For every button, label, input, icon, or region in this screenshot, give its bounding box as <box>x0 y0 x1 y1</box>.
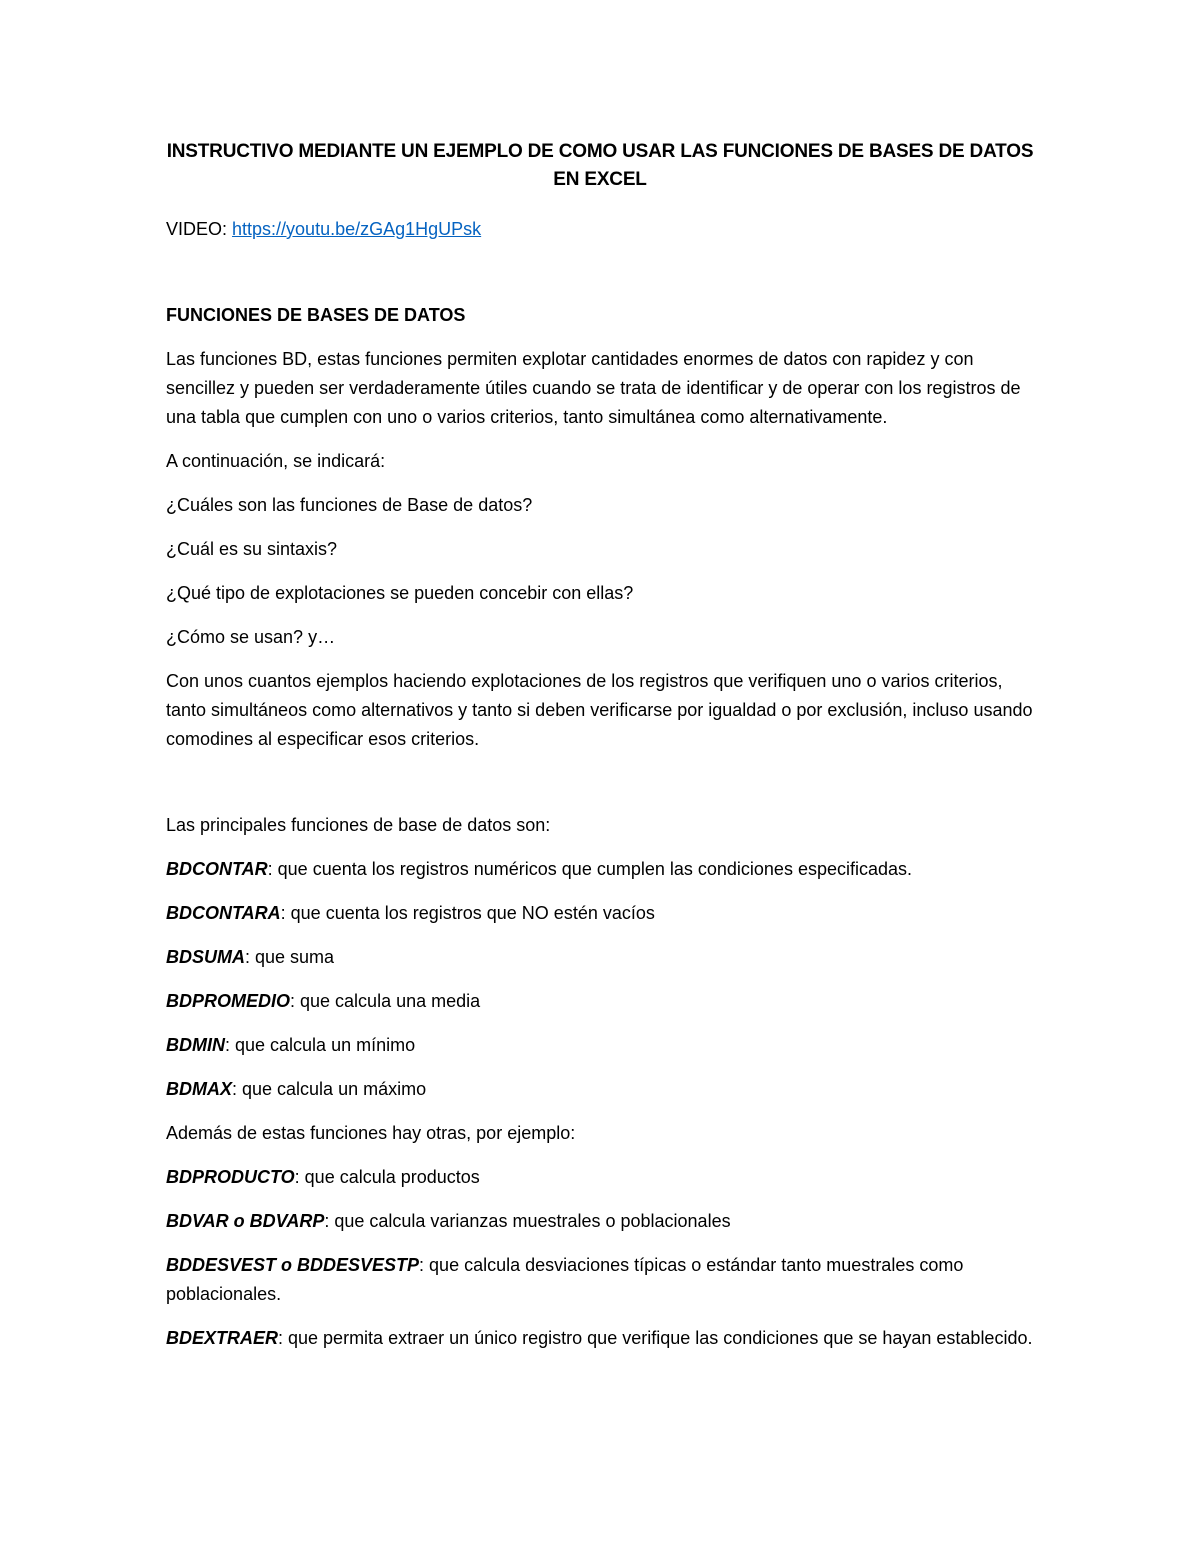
function-description: : que calcula desviaciones típicas o estándar tanto muestrales como poblacionales. <box>166 1255 964 1304</box>
document-title: INSTRUCTIVO MEDIANTE UN EJEMPLO DE COMO USAR LAS FUNCIONES DE BASES DE DATOS EN EXCEL <box>166 141 1034 190</box>
function-item <box>166 1075 1034 1104</box>
function-name: BDPROMEDIO <box>166 991 291 1011</box>
function-name: BDPRODUCTO <box>166 1167 295 1187</box>
function-description: : que cuenta los registros numéricos que cumplen las condiciones especificadas. <box>267 859 913 879</box>
function-item <box>166 1207 1034 1236</box>
function-name: BDCONTARA <box>166 903 281 923</box>
main-functions-intro: Las principales funciones de base de datos son: <box>166 815 551 835</box>
intro-paragraph: Las funciones BD, estas funciones permiten explotar cantidades enormes de datos con rapidez y con sencillez y pueden ser verdaderamente útiles cuando se trata de identificar y de operar con los registros de una tabla que cumplen con uno o varios criterios, tanto simultánea como alternativamente. <box>166 349 1021 427</box>
question-item: ¿Cómo se usan? y… <box>166 627 336 647</box>
function-name: BDMAX <box>166 1079 232 1099</box>
function-item <box>166 987 1034 1016</box>
examples-paragraph: Con unos cuantos ejemplos haciendo explotaciones de los registros que verifiquen uno o varios criterios, tanto simultáneos como alternativos y tanto si deben verificarse por igualdad o por exclusión, incluso usando comodines al especificar esos criterios. <box>166 671 1033 749</box>
function-item <box>166 1251 1034 1309</box>
video-line <box>166 215 1034 244</box>
function-name: BDCONTAR <box>166 859 268 879</box>
question-item: ¿Cuál es su sintaxis? <box>166 539 338 559</box>
video-label: VIDEO: <box>166 219 233 239</box>
other-functions-intro: Además de estas funciones hay otras, por ejemplo: <box>166 1123 576 1143</box>
function-name: BDSUMA <box>166 947 245 967</box>
function-item <box>166 855 1034 884</box>
function-description: : que cuenta los registros que NO estén vacíos <box>280 903 655 923</box>
question-item: ¿Qué tipo de explotaciones se pueden concebir con ellas? <box>166 583 634 603</box>
function-item <box>166 1324 1034 1353</box>
function-item <box>166 899 1034 928</box>
question-item: ¿Cuáles son las funciones de Base de datos? <box>166 495 533 515</box>
video-link[interactable]: https://youtu.be/zGAg1HgUPsk <box>232 219 482 239</box>
section-title: FUNCIONES DE BASES DE DATOS <box>166 305 466 325</box>
function-item <box>166 943 1034 972</box>
function-description: : que calcula una media <box>290 991 481 1011</box>
function-description: : que permita extraer un único registro que verifique las condiciones que se hayan establecido. <box>278 1328 1033 1348</box>
function-name: BDVAR o BDVARP <box>166 1211 325 1231</box>
function-description: : que calcula varianzas muestrales o poblacionales <box>324 1211 731 1231</box>
function-description: : que calcula un máximo <box>232 1079 427 1099</box>
function-name: BDDESVEST o BDDESVESTP <box>166 1255 420 1275</box>
function-name: BDMIN <box>166 1035 225 1055</box>
function-description: : que calcula un mínimo <box>225 1035 416 1055</box>
function-description: : que suma <box>245 947 335 967</box>
function-description: : que calcula productos <box>294 1167 480 1187</box>
function-name: BDEXTRAER <box>166 1328 279 1348</box>
function-item <box>166 1031 1034 1060</box>
lead-paragraph: A continuación, se indicará: <box>166 451 386 471</box>
function-item <box>166 1163 1034 1192</box>
document-page <box>166 138 1034 1368</box>
